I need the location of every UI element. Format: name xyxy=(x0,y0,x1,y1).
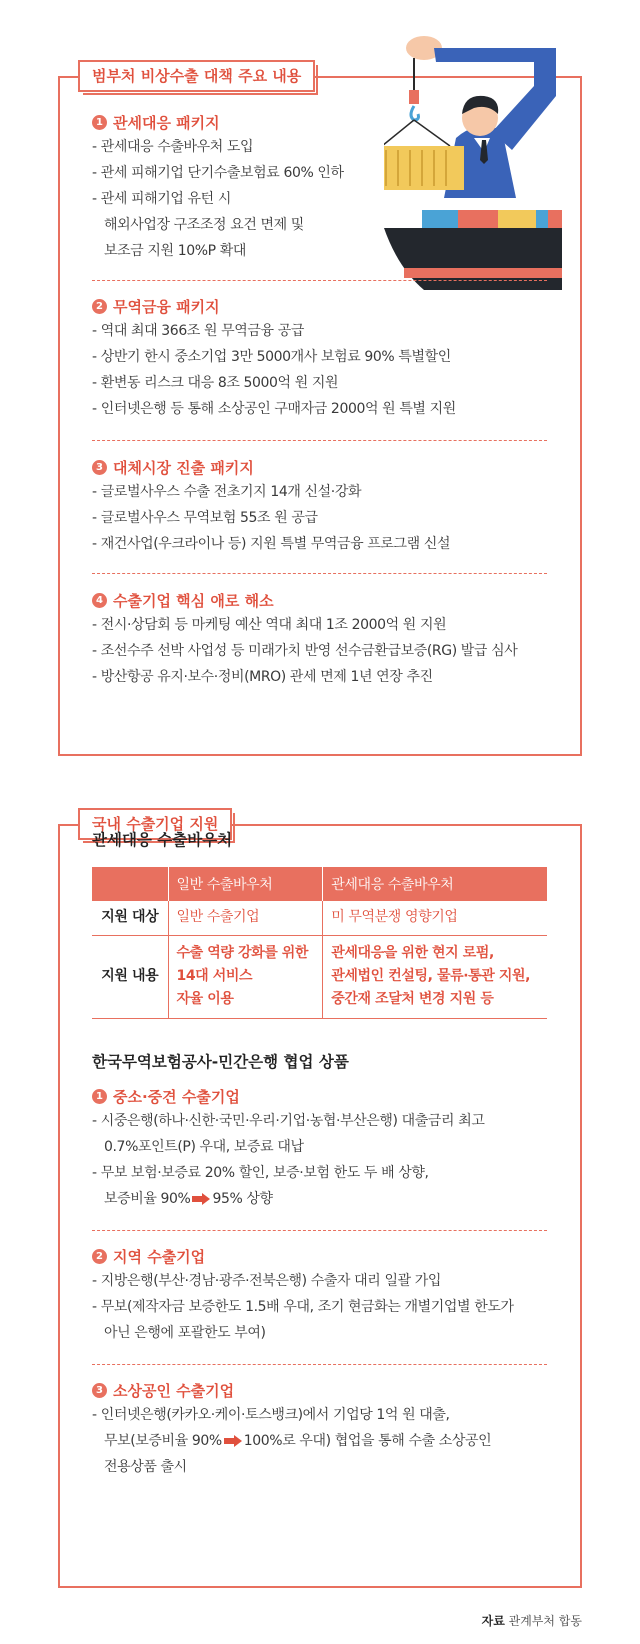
number-badge: 1 xyxy=(92,1089,107,1104)
list-item: - 역대 최대 366조 원 무역금융 공급 xyxy=(92,323,304,339)
number-badge: 1 xyxy=(92,115,107,130)
support-title: 국내 수출기업 지원 xyxy=(78,808,232,840)
coop-group-1 xyxy=(92,1084,552,1212)
arrow-right-icon xyxy=(192,1193,210,1205)
measures-group-1 xyxy=(92,110,552,264)
list-item-continued: 무보(보증비율 90% 100%로 우대) 협업을 통해 수출 소상공인 xyxy=(104,1433,492,1449)
group-heading: 지역 수출기업 xyxy=(113,1247,206,1266)
table-cell: 수출 역량 강화를 위한 14대 서비스 자율 이용 xyxy=(168,935,323,1018)
list-item: - 인터넷은행 등 통해 소상공인 구매자금 2000억 원 특별 지원 xyxy=(92,401,456,417)
list-item: - 무보 보험·보증료 20% 할인, 보증·보험 한도 두 배 상향, xyxy=(92,1165,429,1181)
list-item: - 관세 피해기업 유턴 시 xyxy=(92,191,231,207)
list-item-continued: 아닌 은행에 포괄한도 부여) xyxy=(104,1325,266,1341)
list-item: - 재건사업(우크라이나 등) 지원 특별 무역금융 프로그램 신설 xyxy=(92,536,451,552)
arrow-right-icon xyxy=(224,1435,242,1447)
group-heading: 수출기업 핵심 애로 해소 xyxy=(113,591,274,610)
list-item: - 인터넷은행(카카오·케이·토스뱅크)에서 기업당 1억 원 대출, xyxy=(92,1407,450,1423)
measures-group-3 xyxy=(92,455,552,557)
number-badge: 2 xyxy=(92,1249,107,1264)
measures-title: 범부처 비상수출 대책 주요 내용 xyxy=(78,60,315,92)
number-badge: 3 xyxy=(92,460,107,475)
group-heading: 무역금융 패키지 xyxy=(113,297,220,316)
list-item: - 무보(제작자금 보증한도 1.5배 우대, 조기 현금화는 개별기업별 한도가 xyxy=(92,1299,514,1315)
list-item: - 전시·상담회 등 마케팅 예산 역대 최대 1조 2000억 원 지원 xyxy=(92,617,447,633)
dashed-divider xyxy=(92,573,547,574)
group-heading: 대체시장 진출 패키지 xyxy=(113,458,254,477)
list-item: - 지방은행(부산·경남·광주·전북은행) 수출자 대리 일괄 가입 xyxy=(92,1273,442,1289)
measures-group-4 xyxy=(92,588,552,690)
number-badge: 4 xyxy=(92,593,107,608)
list-item-continued: 전용상품 출시 xyxy=(104,1459,187,1475)
dashed-divider xyxy=(92,280,547,281)
dashed-divider xyxy=(92,440,547,441)
source-note xyxy=(482,1612,582,1629)
list-item: - 방산항공 유지·보수·정비(MRO) 관세 면제 1년 연장 추진 xyxy=(92,669,433,685)
table-cell: 관세대응을 위한 현지 로펌, 관세법인 컨설팅, 물류·통관 지원, 중간재 조달처 변경 지원 등 xyxy=(323,935,547,1018)
list-item: - 글로벌사우스 무역보험 55조 원 공급 xyxy=(92,510,318,526)
table-row xyxy=(92,901,547,935)
coop-title: 한국무역보험공사-민간은행 협업 상품 xyxy=(92,1053,349,1071)
list-item: - 관세 피해기업 단기수출보험료 60% 인하 xyxy=(92,165,344,181)
list-item: - 상반기 한시 중소기업 3만 5000개사 보험료 90% 특별할인 xyxy=(92,349,451,365)
list-item: - 관세대응 수출바우처 도입 xyxy=(92,139,254,155)
voucher-title: 관세대응 수출바우처 xyxy=(92,831,233,849)
list-item-continued: 보증비율 90% 95% 상향 xyxy=(104,1191,273,1207)
number-badge: 2 xyxy=(92,299,107,314)
table-cell: 일반 수출기업 xyxy=(168,901,323,935)
group-heading: 중소·중견 수출기업 xyxy=(113,1087,240,1106)
table-header-blank xyxy=(92,867,168,901)
coop-group-2 xyxy=(92,1244,552,1346)
group-heading: 소상공인 수출기업 xyxy=(113,1381,235,1400)
voucher-table xyxy=(92,867,547,1019)
row-label: 지원 내용 xyxy=(92,935,168,1018)
number-badge: 3 xyxy=(92,1383,107,1398)
list-item-continued: 해외사업장 구조조정 요건 면제 및 xyxy=(104,217,304,233)
dashed-divider xyxy=(92,1364,547,1365)
group-heading: 관세대응 패키지 xyxy=(113,113,220,132)
table-row xyxy=(92,935,547,1018)
source-text: 관계부처 합동 xyxy=(508,1614,582,1628)
table-cell: 미 무역분쟁 영향기업 xyxy=(323,901,547,935)
source-label: 자료 xyxy=(481,1614,505,1628)
row-label: 지원 대상 xyxy=(92,901,168,935)
table-header-general: 일반 수출바우처 xyxy=(168,867,323,901)
list-item: - 환변동 리스크 대응 8조 5000억 원 지원 xyxy=(92,375,339,391)
table-header-tariff: 관세대응 수출바우처 xyxy=(323,867,547,901)
list-item: - 시중은행(하나·신한·국민·우리·기업·농협·부산은행) 대출금리 최고 xyxy=(92,1113,485,1129)
list-item: - 조선수주 선박 사업성 등 미래가치 반영 선수금환급보증(RG) 발급 심사 xyxy=(92,643,518,659)
list-item: - 글로벌사우스 수출 전초기지 14개 신설·강화 xyxy=(92,484,362,500)
dashed-divider xyxy=(92,1230,547,1231)
list-item-continued: 0.7%포인트(P) 우대, 보증료 대납 xyxy=(104,1139,304,1155)
list-item-continued: 보조금 지원 10%P 확대 xyxy=(104,243,246,259)
coop-group-3 xyxy=(92,1378,552,1480)
measures-group-2 xyxy=(92,294,552,422)
